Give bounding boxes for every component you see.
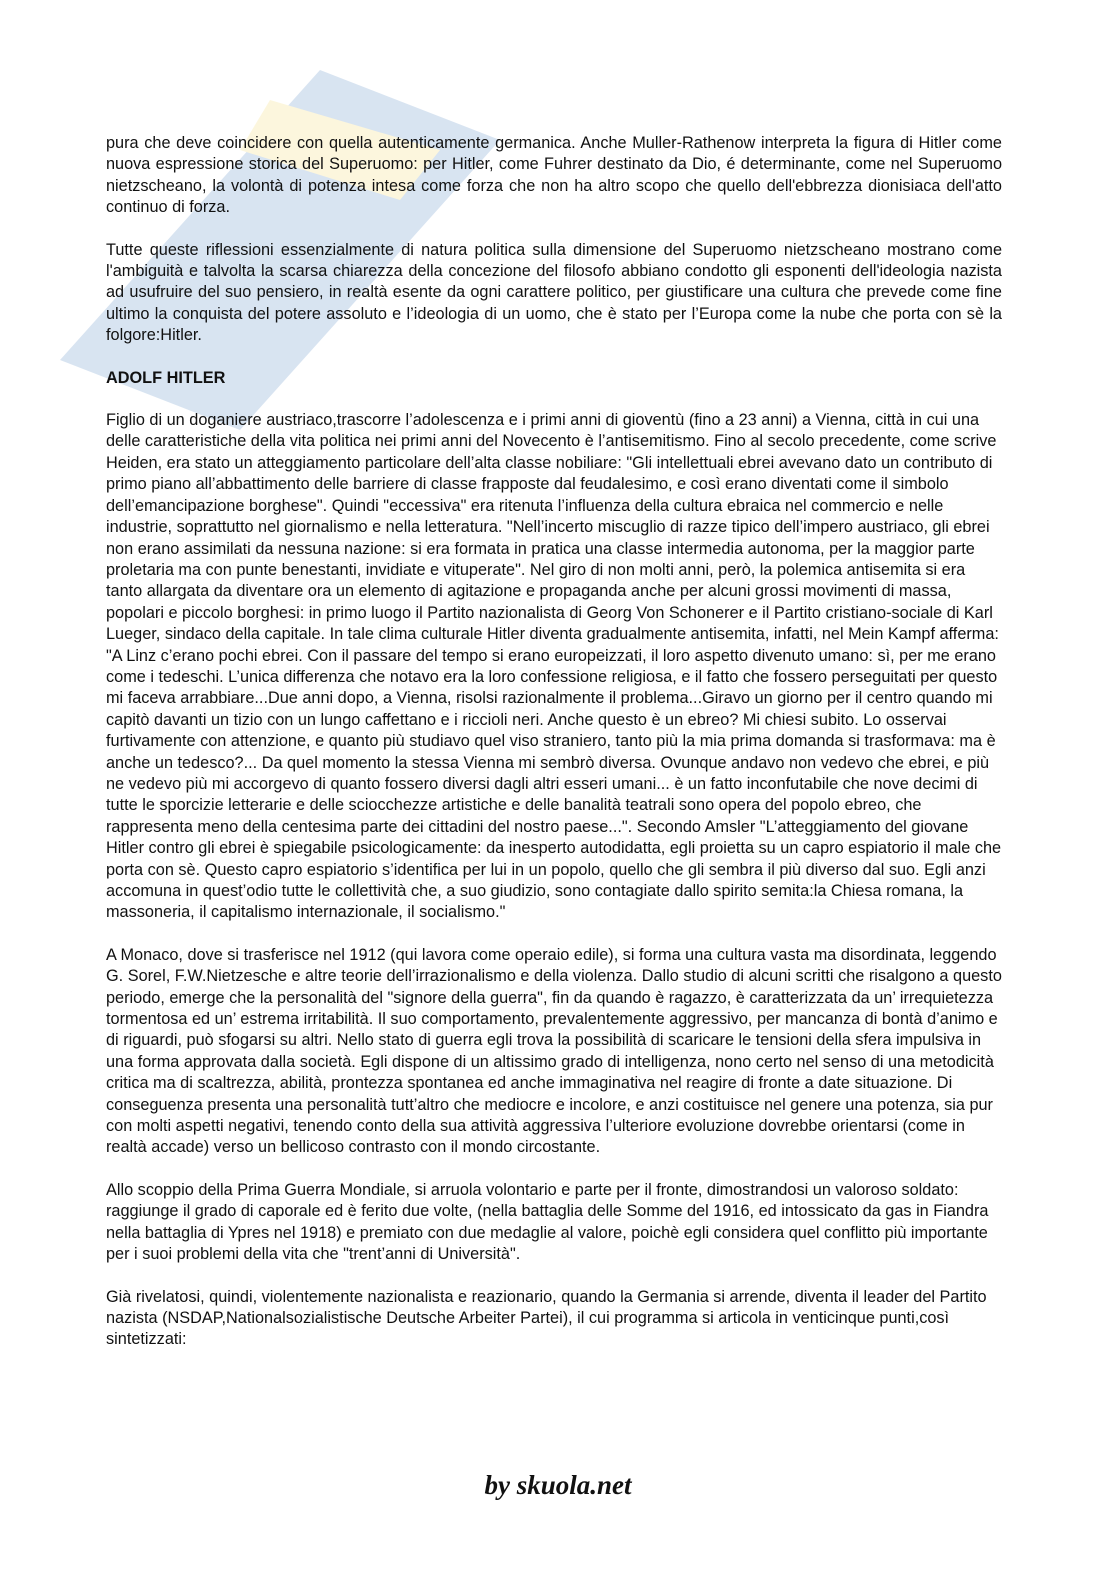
paragraph-nsdap: Già rivelatosi, quindi, violentemente nazionalista e reazionario, quando la Germania si arrende, diventa il leader del Partito nazista (NSDAP,Nationalsozialistische Deutsche Arbeiter Partei), il cui programma si articola in venticinque punti,così sintetizzati: bbox=[106, 1287, 987, 1349]
footer-credit: by skuola.net bbox=[484, 1470, 632, 1500]
paragraph-vienna-antisemitism: Figlio di un doganiere austriaco,trascorre l’adolescenza e i primi anni di gioventù (fino a 23 anni) a Vienna, città in cui una delle caratteristiche della vita politica nei primi anni del Novecento è l’antisemitismo. Fino al secolo precedente, come scrive Heiden, era stato un atteggiamento particolare dell’alta classe nobiliare: "Gli intellettuali ebrei avevano dato un contributo di primo piano all’abbattimento delle barriere di classe frapposte dal feudalesimo, e così erano diventati come il simbolo dell’emancipazione borghese". Quindi "eccessiva" era ritenuta l’influenza della cultura ebraica nel commercio e nelle industrie, soprattutto nel giornalismo e nella letteratura. "Nell’incerto miscuglio di razze tipico dell’impero austriaco, gli ebrei non erano assimilati da nessuna nazione: si era formata in pratica una classe intermedia autonoma, per la maggior parte proletaria ma con punte benestanti, invidiate e vituperate". Nel giro di non molti anni, però, la polemica antisemita si era tanto allargata da diventare ora un elemento di agitazione e propaganda anche per alcuni grossi movimenti di massa, popolari e piccolo borghesi: in primo luogo il Partito nazionalista di Georg Von Schonerer e il Partito cristiano-sociale di Karl Lueger, sindaco della capitale. In tale clima culturale Hitler diventa gradualmente antisemita, infatti, nel Mein Kampf afferma: "A Linz c’erano pochi ebrei. Con il passare del tempo si erano europeizzati, il loro aspetto divenuto umano: sì, per me erano come i tedeschi. L’unica differenza che notavo era la loro confessione religiosa, e il fatto che fossero perseguitati per questo mi faceva arrabbiare...Due anni dopo, a Vienna, risolsi razionalmente il problema...Giravo un giorno per il centro quando mi capitò davanti un tizio con un lungo caffettano e i riccioli neri. Anche questo è un ebreo? Mi chiesi subito. Lo osservai furtivamente con attenzione, e quanto più studiavo quel viso straniero, tanto più la mia prima domanda si trasformava: ma è anche un tedesco?... Da quel momento la stessa Vienna mi sembrò diversa. Ovunque andavo non vedevo che ebrei, e più ne vedevo più mi accorgevo di quanto fossero diversi dagli altri esseri umani... è un fatto inconfutabile che nove decimi di tutte le sporcizie letterarie e delle sciocchezze artistiche e delle banalità teatrali sono opera del popolo ebreo, che rappresenta meno della centesima parte dei cittadini del nostro paese...". Secondo Amsler "L’atteggiamento del giovane Hitler contro gli ebrei è spiegabile psicologicamente: da inesperto autodidatta, egli proietta su un capro espiatorio il male che porta con sè. Questo capro espiatorio s’identifica per lui in un popolo, quello che gli sembra il più diverso dal suo. Egli anzi accomuna in quest’odio tutte le collettività che, a suo giudizio, sono contagiate dallo spirito semita:la Chiesa romana, la massoneria, il capitalismo internazionale, il socialismo." bbox=[106, 411, 1002, 922]
paragraph-first-world-war: Allo scoppio della Prima Guerra Mondiale, si arruola volontario e parte per il fronte, dimostrandosi un valoroso soldato: raggiunge il grado di caporale ed è ferito due volte, (nella battaglia delle Somme del 1916, ed intossicato da gas in Fiandra nella battaglia di Ypres nel 1918) e premiato con due medaglie al valore, poichè egli considera quel conflitto più importante per i suoi problemi della vita che "trent’anni di Università". bbox=[106, 1180, 989, 1264]
paragraph-monaco: A Monaco, dove si trasferisce nel 1912 (qui lavora come operaio edile), si forma una cultura vasta ma disordinata, leggendo G. Sorel, F.W.Nietzesche e altre teorie dell’irrazionalismo e della violenza. Dallo studio di alcuni scritti che risalgono a questo periodo, emerge che la personalità del "signore della guerra", fin da quando è ragazzo, è caratterizzata da un’ irrequietezza tormentosa ed un’ estrema irritabilità. Il suo comportamento, prevalentemente aggressivo, per mancanza di bontà d’animo e di riguardi, può sfogarsi su altri. Nello stato di guerra egli trova la possibilità di scaricare le tensioni della sfera impulsiva in una forma approvata dalla società. Egli dispone di un altissimo grado di intelligenza, nono certo nel senso di una metodicità critica ma di scaltrezza, abilità, prontezza spontanea ed anche immaginativa nel reagire di fronte a date situazione. Di conseguenza presenta una personalità tutt’altro che mediocre e incolore, e anzi costituisce nel genere una potenza, sia pur con molti aspetti negativi, tenendo conto della sua attività aggressiva l’ulteriore evoluzione dovrebbe orientarsi (come in realtà accade) verso un bellicoso contrasto con il mondo circostante. bbox=[106, 945, 1002, 1157]
paragraph-superuomo-hitler: pura che deve coincidere con quella autenticamente germanica. Anche Muller-Rathenow interpreta la figura di Hitler come nuova espressione storica del Superuomo: per Hitler, come Fuhrer destinato da Dio, é determinante, come nel Superuomo nietzscheano, la volontà di potenza intesa come forza che non ha altro scopo che quello dell'ebbrezza dionisiaca dell'atto continuo di forza. bbox=[106, 134, 1002, 217]
document-body bbox=[106, 133, 1002, 1372]
paragraph-reflections: Tutte queste riflessioni essenzialmente di natura politica sulla dimensione del Superuomo nietzscheano mostrano come l'ambiguità e talvolta la scarsa chiarezza della concezione del filosofo abbiano condotto gli esponenti dell'ideologia nazista ad usufruire del suo pensiero, in realtà esente da ogni carattere politico, per giustificare una cultura che prevede come fine ultimo la conquista del potere assoluto e l’ideologia di un uomo, che è stato per l’Europa come la nube che porta con sè la folgore:Hitler. bbox=[106, 240, 1002, 345]
section-heading-adolf-hitler: ADOLF HITLER bbox=[106, 368, 226, 387]
